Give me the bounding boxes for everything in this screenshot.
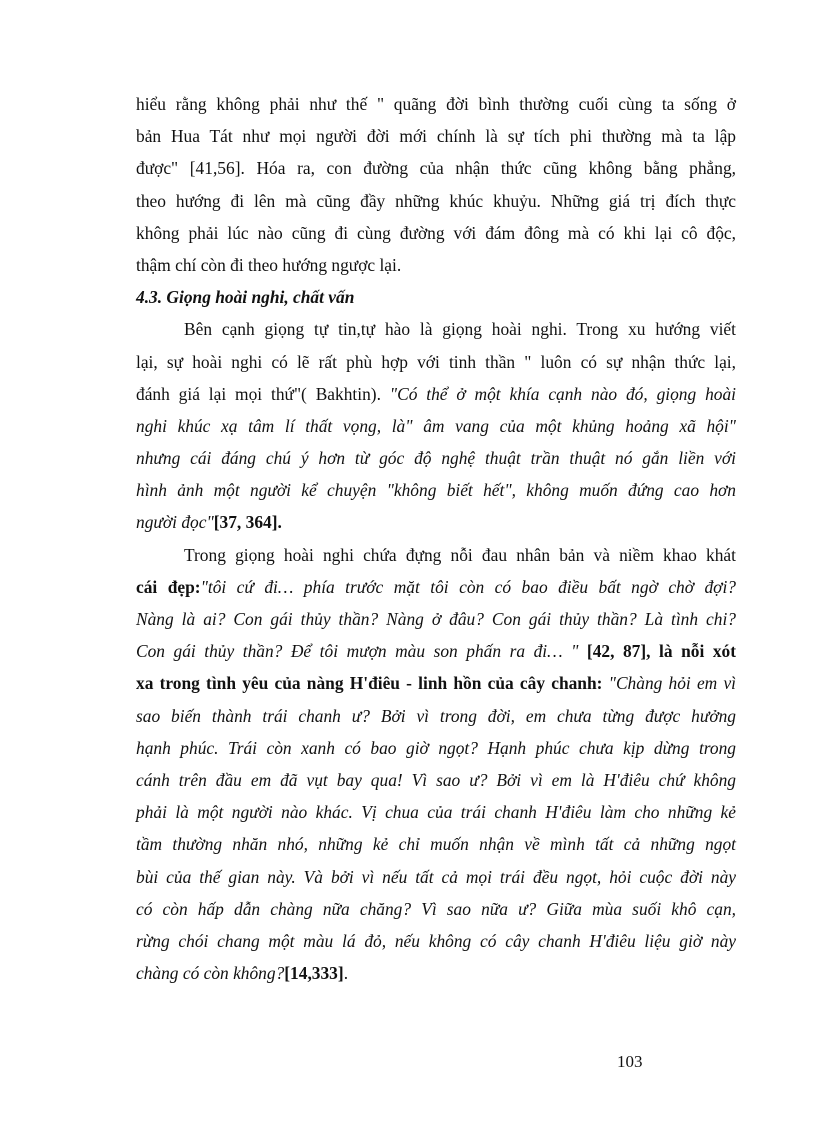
quote-run: hình ảnh một người kể chuyện "không biết hết", không muốn đứng cao hơn — [136, 480, 736, 501]
quote-line — [136, 796, 736, 828]
quote-line — [136, 893, 736, 925]
text-line — [136, 217, 736, 249]
text-run: thậm chí còn đi theo hướng ngược lại. — [136, 254, 402, 275]
quote-line — [136, 603, 736, 635]
text-line — [136, 346, 736, 378]
citation: [42, 87], là nỗi xót — [586, 641, 736, 662]
quote-run: bùi của thế gian này. Và bởi vì nếu tất cả mọi trái đều ngọt, hỏi cuộc đời này — [136, 866, 736, 887]
text-line — [136, 378, 736, 410]
text-run: bản Hua Tát như mọi người đời mới chính là sự tích phi thường mà ta lập — [136, 126, 736, 147]
quote-run: chàng có còn không? — [136, 963, 285, 984]
text-line — [136, 667, 736, 699]
text-run: đánh giá lại mọi thứ"( Bakhtin). — [136, 383, 390, 404]
quote-line — [136, 474, 736, 506]
text-run: không phải lúc nào cũng đi cùng đường với đám đông mà có khi lại cô độc, — [136, 222, 736, 243]
text-run: theo hướng đi lên mà cũng đầy những khúc khuỷu. Những giá trị đích thực — [136, 190, 736, 211]
text-line — [136, 635, 736, 667]
text-line — [136, 571, 736, 603]
citation: [14,333] — [284, 963, 344, 984]
quote-run: người đọc" — [136, 512, 214, 533]
citation: [37, 364]. — [213, 512, 282, 533]
text-line — [136, 88, 736, 120]
quote-line — [136, 828, 736, 860]
text-run: lại, sự hoài nghi có lẽ rất phù hợp với tinh thần " luôn có sự nhận thức lại, — [136, 351, 736, 372]
text-line — [136, 152, 736, 184]
quote-run: sao biến thành trái chanh ư? Bởi vì trong đời, em chưa từng được hưởng — [136, 705, 736, 726]
text-line — [136, 120, 736, 152]
quote-run: rừng chói chang một màu lá đỏ, nếu không có cây chanh H'điêu liệu giờ này — [136, 930, 736, 951]
quote-line — [136, 732, 736, 764]
text-line — [136, 506, 736, 538]
quote-line — [136, 925, 736, 957]
quote-line — [136, 861, 736, 893]
text-run: . — [343, 963, 349, 984]
quote-run: Nàng là ai? Con gái thủy thần? Nàng ở đâu? Con gái thủy thần? Là tình chi? — [136, 609, 736, 629]
quote-line — [136, 700, 736, 732]
quote-run: "Có thể ở một khía cạnh nào đó, giọng hoài — [389, 383, 736, 404]
quote-run: "tôi cứ đi… phía trước mặt tôi còn có bao điều bất ngờ chờ đợi? — [200, 576, 736, 597]
quote-run: cánh trên đầu em đã vụt bay qua! Vì sao ư? Bởi vì em là H'điêu chứ không — [136, 769, 736, 790]
text-run: được" [41,56]. Hóa ra, con đường của nhận thức cũng không bằng phẳng, — [136, 158, 736, 179]
quote-line — [136, 410, 736, 442]
page-body-text — [136, 88, 736, 989]
quote-line — [136, 442, 736, 474]
quote-line — [136, 764, 736, 796]
quote-run: tầm thường nhăn nhó, những kẻ chỉ muốn nhận về mình tất cả những ngọt — [136, 834, 736, 855]
text-run: Trong giọng hoài nghi chứa đựng nỗi đau nhân bản và niềm khao khát — [184, 544, 736, 565]
page-number: 103 — [617, 1052, 643, 1071]
quote-run: nghi khúc xạ tâm lí thất vọng, là" âm vang của một khủng hoảng xã hội" — [136, 415, 736, 436]
text-line — [136, 249, 736, 281]
text-run: xa trong tình yêu của nàng H'điêu - linh hồn của cây chanh: — [136, 673, 609, 694]
quote-run: Con gái thủy thần? Để tôi mượn màu son phấn ra đi… " — [136, 641, 587, 662]
quote-run: nhưng cái đáng chú ý hơn từ góc độ nghệ thuật trần thuật nó gắn liền với — [136, 448, 736, 469]
text-line — [136, 539, 736, 571]
text-line — [136, 185, 736, 217]
quote-run: phải là một người nào khác. Vị chua của trái chanh H'điêu làm cho những kẻ — [136, 802, 736, 823]
quote-run: hạnh phúc. Trái còn xanh có bao giờ ngọt? Hạnh phúc chưa kịp dừng trong — [136, 737, 736, 758]
quote-run: "Chàng hỏi em vì — [608, 673, 736, 694]
text-run: hiểu rằng không phải như thế " quãng đời bình thường cuối cùng ta sống ở — [136, 94, 736, 114]
text-run: Bên cạnh giọng tự tin,tự hào là giọng hoài nghi. Trong xu hướng viết — [184, 319, 736, 340]
text-line — [136, 313, 736, 345]
section-heading: 4.3. Giọng hoài nghi, chất vấn — [136, 287, 355, 308]
text-line — [136, 957, 736, 989]
text-run: cái đẹp: — [136, 576, 201, 597]
quote-run: có còn hấp dẫn chàng nữa chăng? Vì sao nữa ư? Giữa mùa suối khô cạn, — [136, 898, 736, 919]
